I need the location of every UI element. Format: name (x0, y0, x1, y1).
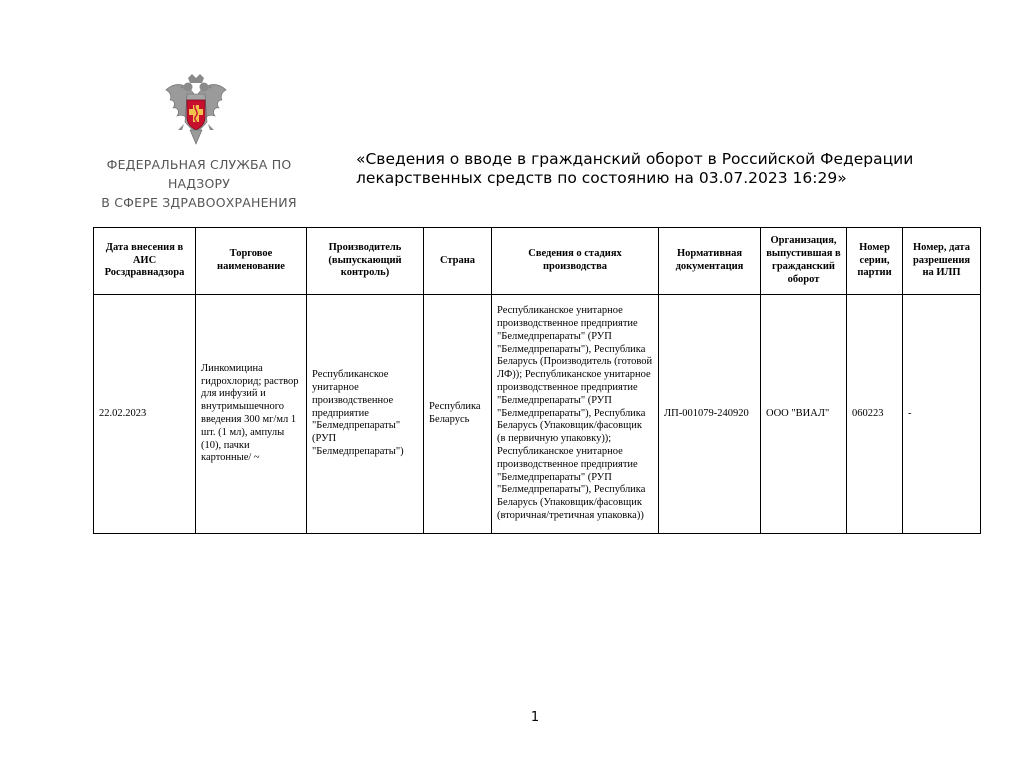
cell-series: 060223 (847, 295, 903, 534)
column-header-country: Страна (424, 228, 492, 295)
page-number: 1 (530, 710, 540, 725)
table-row (94, 295, 981, 534)
cell-date: 22.02.2023 (94, 295, 196, 534)
registry-table (93, 227, 981, 534)
agency-name (86, 155, 312, 212)
column-header-organization: Организация, выпустившая в гражданский оборот (761, 228, 847, 295)
document-title-line1: «Сведения о вводе в гражданский оборот в Российской Федерации (356, 150, 914, 168)
cell-stages: Республиканское унитарное производственное предприятие "Белмедпрепараты" (РУП "Белмедпрепараты"), Республика Беларусь (Производитель (готовой ЛФ)); Республиканское унитарное производственное предприятие "Белмедпрепараты" (РУП "Белмедпрепараты"), Республика Беларусь (Упаковщик/фасовщик (в первичную упаковку)); Республиканское унитарное производственное предприятие "Белмедпрепараты" (РУП "Белмедпрепараты"), Республика Беларусь (Упаковщик/фасовщик (вторичная/третичная упаковка)) (492, 295, 659, 534)
cell-trade-name: Линкомицина гидрохлорид; раствор для инфузий и внутримышечного введения 300 мг/мл 1 шт. (1 мл), ампулы (10), пачки картонные/ ~ (196, 295, 307, 534)
column-header-trade-name: Торговое наименование (196, 228, 307, 295)
table-header-row (94, 228, 981, 295)
column-header-permit: Номер, дата разрешения на ИЛП (903, 228, 981, 295)
column-header-date: Дата внесения в АИС Росздравнадзора (94, 228, 196, 295)
agency-name-line2: В СФЕРЕ ЗДРАВООХРАНЕНИЯ (101, 195, 297, 210)
double-headed-eagle-emblem-icon (160, 72, 232, 152)
cell-normative-doc: ЛП-001079-240920 (659, 295, 761, 534)
cell-organization: ООО "ВИАЛ" (761, 295, 847, 534)
cell-permit: - (903, 295, 981, 534)
document-title (356, 150, 956, 188)
column-header-series: Номер серии, партии (847, 228, 903, 295)
agency-name-line1: ФЕДЕРАЛЬНАЯ СЛУЖБА ПО НАДЗОРУ (106, 157, 292, 191)
column-header-normative-doc: Нормативная документация (659, 228, 761, 295)
cell-manufacturer: Республиканское унитарное производственное предприятие "Белмедпрепараты" (РУП "Белмедпрепараты") (307, 295, 424, 534)
cell-country: Республика Беларусь (424, 295, 492, 534)
column-header-stages: Сведения о стадиях производства (492, 228, 659, 295)
column-header-manufacturer: Производитель (выпускающий контроль) (307, 228, 424, 295)
document-title-line2: лекарственных средств по состоянию на 03.07.2023 16:29» (356, 169, 847, 187)
